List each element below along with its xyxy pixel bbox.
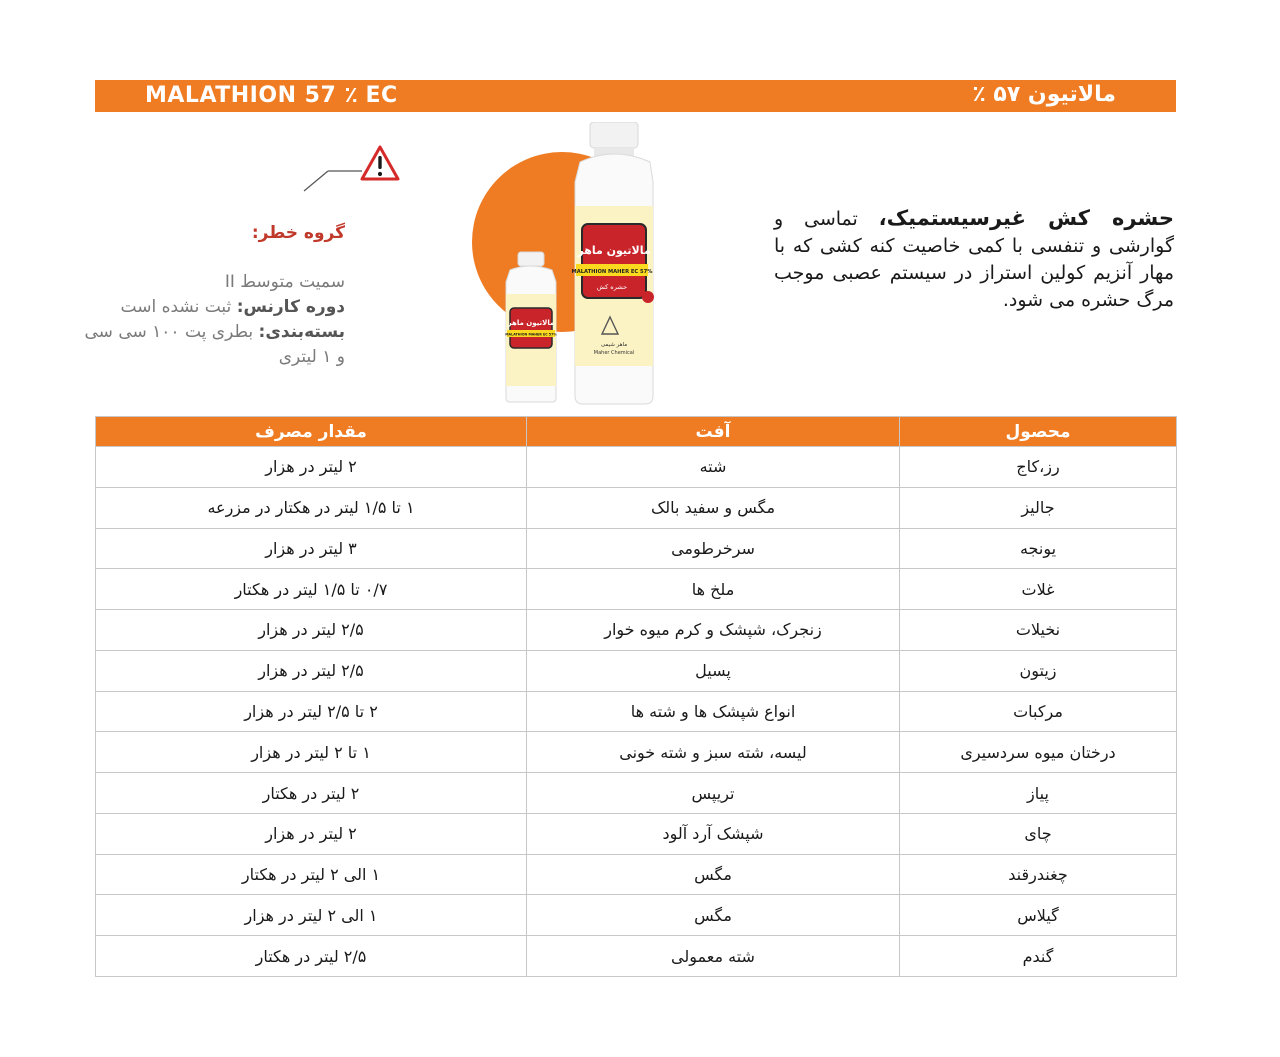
table-row (96, 732, 1177, 773)
cell-dosage: ۱ الی ۲ لیتر در هکتار (96, 854, 527, 895)
table-row (96, 487, 1177, 528)
packaging-value: بطری پت ۱۰۰ سی سی و ۱ لیتری (84, 322, 345, 367)
warning-triangle-icon (300, 143, 400, 193)
product-bottles-image (470, 122, 655, 407)
cell-dosage: ۲ تا ۲/۵ لیتر در هزار (96, 691, 527, 732)
cell-crop: پیاز (900, 773, 1177, 814)
title-persian: مالاتیون ۵۷ ٪ (972, 82, 1116, 107)
cell-crop: زیتون (900, 650, 1177, 691)
cell-dosage: ۲ لیتر در هزار (96, 813, 527, 854)
table-row (96, 854, 1177, 895)
cell-pest: شته معمولی (527, 936, 900, 977)
cell-pest: شته (527, 447, 900, 488)
cell-crop: گندم (900, 936, 1177, 977)
small-bottle-name: MALATHION MAHER EC 57% (505, 332, 557, 337)
cell-dosage: ۱ تا ۲ لیتر در هزار (96, 732, 527, 773)
product-description (774, 205, 1174, 314)
packaging-info (75, 320, 345, 370)
cell-dosage: ۳ لیتر در هزار (96, 528, 527, 569)
cell-pest: مگس (527, 854, 900, 895)
cell-pest: پسیل (527, 650, 900, 691)
cell-dosage: ۲ لیتر در هکتار (96, 773, 527, 814)
cell-dosage: ۲/۵ لیتر در هکتار (96, 936, 527, 977)
table-row (96, 610, 1177, 651)
usage-table (95, 416, 1177, 977)
table-row (96, 447, 1177, 488)
cell-crop: جالیز (900, 487, 1177, 528)
big-bottle-company-en: Maher Chemical (593, 350, 635, 356)
cell-crop: چای (900, 813, 1177, 854)
cell-pest: تریپس (527, 773, 900, 814)
cell-pest: ملخ ها (527, 569, 900, 610)
description-bold: حشره کش غیرسیستمیک، (878, 206, 1174, 230)
big-bottle-brand: مالاتیون ماهر (577, 244, 651, 257)
cell-pest: مگس (527, 895, 900, 936)
cell-pest: شپشک آرد آلود (527, 813, 900, 854)
table-row (96, 773, 1177, 814)
cell-pest: مگس و سفید بالک (527, 487, 900, 528)
table-row (96, 650, 1177, 691)
table-header-row (96, 417, 1177, 447)
cell-dosage: ۰/۷ تا ۱/۵ لیتر در هکتار (96, 569, 527, 610)
registration-value: ثبت نشده است (120, 297, 237, 317)
cell-crop: غلات (900, 569, 1177, 610)
title-english: MALATHION 57 ٪ EC (145, 83, 398, 108)
header-dosage: مقدار مصرف (96, 417, 527, 447)
registration-status (75, 295, 345, 320)
cell-crop: رز،کاج (900, 447, 1177, 488)
small-bottle-brand: مالاتیون ماهر (507, 319, 555, 327)
cell-crop: درختان میوه سردسیری (900, 732, 1177, 773)
cell-dosage: ۲ لیتر در هزار (96, 447, 527, 488)
big-bottle-type: حشره کش (596, 283, 628, 291)
cell-crop: نخیلات (900, 610, 1177, 651)
big-bottle-name: MALATHION MAHER EC 57% (571, 269, 653, 275)
header-crop: محصول (900, 417, 1177, 447)
cell-pest: زنجرک، شپشک و کرم میوه خوار (527, 610, 900, 651)
cell-pest: لیسه، شته سبز و شته خونی (527, 732, 900, 773)
table-row (96, 813, 1177, 854)
cell-dosage: ۲/۵ لیتر در هزار (96, 650, 527, 691)
header-pest: آفت (527, 417, 900, 447)
big-bottle-company: ماهر شیمی (600, 342, 628, 348)
cell-pest: سرخرطومی (527, 528, 900, 569)
cell-crop: چغندرقند (900, 854, 1177, 895)
packaging-label: بسته‌بندی: (258, 322, 345, 342)
description-text: تماسی و گوارشی و تنفسی با کمی خاصیت کنه کشی که با مهار آنزیم کولین استراز در سیستم عصبی موجب مرگ حشره می شود. (774, 208, 1174, 311)
cell-dosage: ۱ تا ۱/۵ لیتر در هکتار در مزرعه (96, 487, 527, 528)
table-row (96, 895, 1177, 936)
cell-pest: انواع شپشک ها و شته ها (527, 691, 900, 732)
hazard-info (75, 270, 345, 370)
table-row (96, 936, 1177, 977)
table-row (96, 528, 1177, 569)
registration-label: دوره کارنس: (236, 297, 345, 317)
hazard-group-title: گروه خطر: (251, 223, 345, 243)
cell-crop: یونجه (900, 528, 1177, 569)
table-row (96, 569, 1177, 610)
cell-dosage: ۲/۵ لیتر در هزار (96, 610, 527, 651)
title-bar (95, 80, 1176, 112)
cell-crop: گیلاس (900, 895, 1177, 936)
cell-dosage: ۱ الی ۲ لیتر در هزار (96, 895, 527, 936)
table-row (96, 691, 1177, 732)
toxicity-level: سمیت متوسط II (224, 272, 345, 292)
cell-crop: مرکبات (900, 691, 1177, 732)
